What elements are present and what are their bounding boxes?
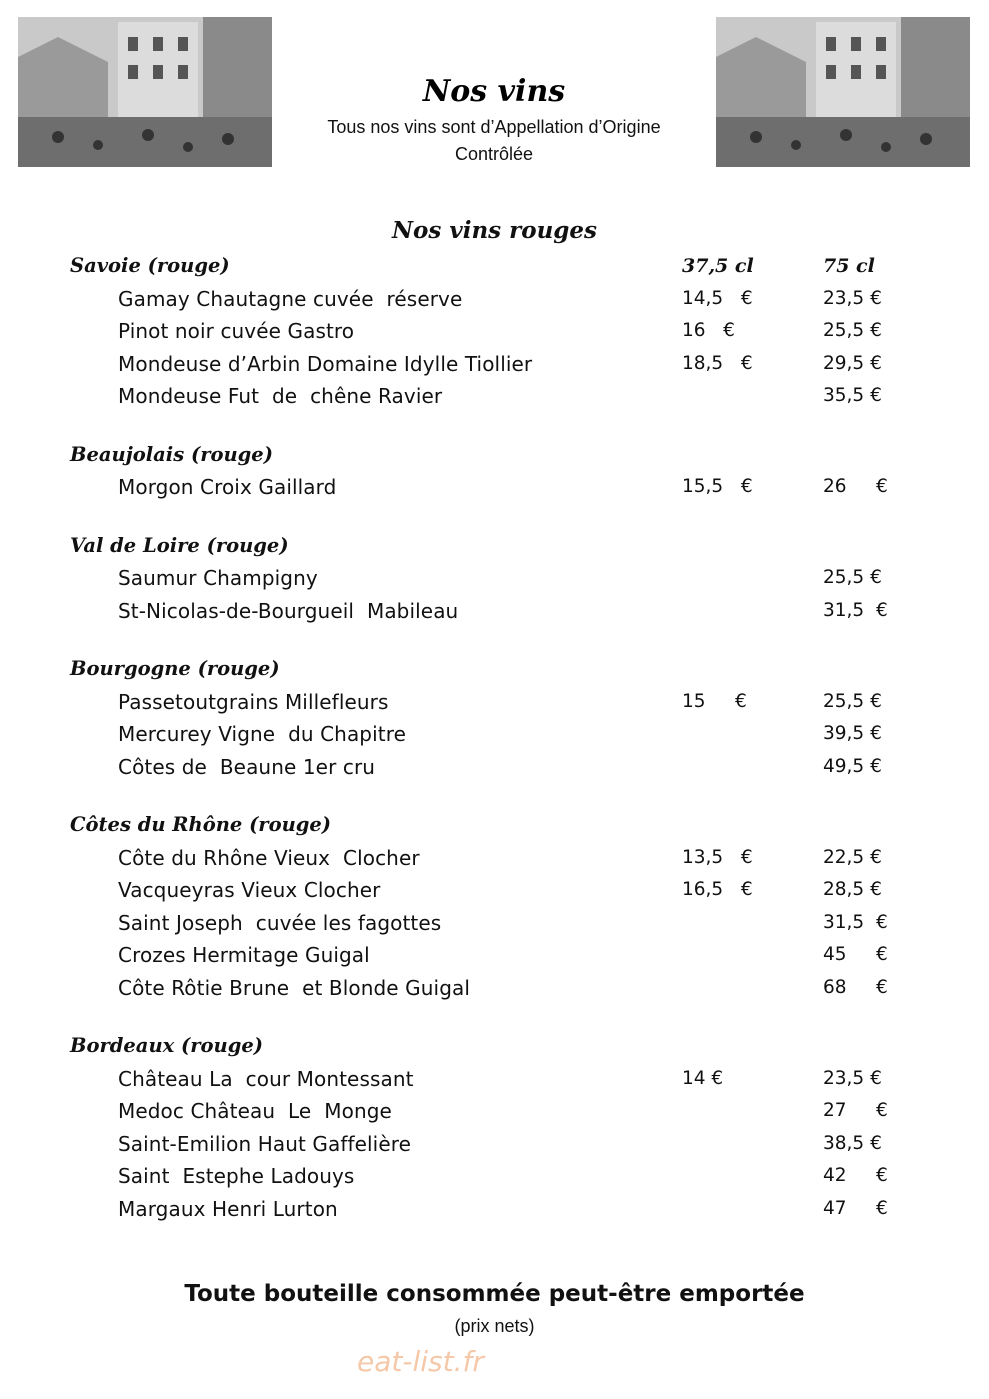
subtitle-line-2: Contrôlée bbox=[454, 144, 534, 164]
category-name: Beaujolais (rouge) bbox=[70, 442, 273, 466]
wine-row bbox=[70, 751, 930, 784]
wine-name: Saint Joseph cuvée les fagottes bbox=[118, 910, 442, 935]
wine-name: Saumur Champigny bbox=[118, 566, 318, 590]
price-half-bottle: 13,5 € bbox=[682, 846, 753, 868]
price-full-bottle: 42 € bbox=[823, 1165, 888, 1186]
wine-row bbox=[70, 907, 930, 940]
wine-row bbox=[70, 562, 930, 595]
subtitle-line-1: Tous nos vins sont d’Appellation d’Origine bbox=[327, 117, 661, 137]
price-full-bottle: 38,5 € bbox=[823, 1132, 882, 1154]
column-header-half-bottle: 37,5 cl bbox=[682, 255, 754, 277]
category-header bbox=[70, 439, 930, 472]
wine-name: Vacqueyras Vieux Clocher bbox=[118, 878, 381, 902]
price-full-bottle: 31,5 € bbox=[823, 599, 888, 621]
price-half-bottle: 18,5 € bbox=[682, 352, 753, 374]
wine-row bbox=[70, 283, 930, 316]
wine-row bbox=[70, 874, 930, 907]
price-half-bottle: 15 € bbox=[682, 690, 747, 712]
wine-row bbox=[70, 471, 930, 504]
wine-row bbox=[70, 972, 930, 1005]
footer-title: Toute bouteille consommée peut-être emportée bbox=[184, 1281, 805, 1307]
price-full-bottle: 22,5 € bbox=[823, 846, 882, 868]
category-gap bbox=[70, 413, 930, 439]
category-name: Bourgogne (rouge) bbox=[70, 657, 280, 680]
category-header bbox=[70, 653, 930, 686]
price-full-bottle: 25,5 € bbox=[823, 567, 882, 588]
wine-row bbox=[70, 939, 930, 972]
wine-row bbox=[70, 595, 930, 628]
wine-name: Saint-Emilion Haut Gaffelière bbox=[118, 1131, 412, 1156]
category-name: Bordeaux (rouge) bbox=[70, 1034, 263, 1057]
price-full-bottle: 23,5 € bbox=[823, 287, 882, 309]
page-header bbox=[272, 72, 716, 168]
watermark: eat-list.fr bbox=[357, 1345, 484, 1378]
wine-row bbox=[70, 315, 930, 348]
price-half-bottle: 14,5 € bbox=[682, 287, 753, 309]
category-gap bbox=[70, 783, 930, 809]
category-gap bbox=[70, 1004, 930, 1030]
wine-row bbox=[70, 380, 930, 413]
price-full-bottle: 68 € bbox=[823, 976, 888, 998]
price-full-bottle: 39,5 € bbox=[823, 723, 882, 744]
wine-name: Mondeuse d’Arbin Domaine Idylle Tiollier bbox=[118, 351, 533, 376]
wine-name: Margaux Henri Lurton bbox=[118, 1196, 338, 1221]
wine-row bbox=[70, 718, 930, 751]
category-gap bbox=[70, 627, 930, 653]
section-title: Nos vins rouges bbox=[392, 217, 597, 244]
category-header bbox=[70, 250, 930, 283]
wine-row bbox=[70, 842, 930, 875]
price-half-bottle: 16 € bbox=[682, 320, 735, 341]
category-name: Côtes du Rhône (rouge) bbox=[70, 813, 332, 836]
wine-row bbox=[70, 1160, 930, 1193]
wine-name: Côte Rôtie Brune et Blonde Guigal bbox=[118, 975, 471, 1000]
wine-name: Mondeuse Fut de chêne Ravier bbox=[118, 384, 443, 408]
price-half-bottle: 15,5 € bbox=[682, 476, 753, 497]
wine-row bbox=[70, 686, 930, 719]
wine-list bbox=[70, 250, 930, 1225]
wine-row bbox=[70, 1095, 930, 1128]
price-full-bottle: 25,5 € bbox=[823, 320, 882, 341]
column-header-full-bottle: 75 cl bbox=[823, 255, 875, 277]
vintage-village-photo-right bbox=[716, 17, 970, 167]
price-half-bottle: 14 € bbox=[682, 1067, 724, 1089]
wine-name: Passetoutgrains Millefleurs bbox=[118, 689, 389, 714]
wine-row bbox=[70, 1193, 930, 1226]
wine-name: Saint Estephe Ladouys bbox=[118, 1164, 355, 1188]
category-header bbox=[70, 530, 930, 563]
wine-name: Morgon Croix Gaillard bbox=[118, 475, 337, 499]
wine-name: St-Nicolas-de-Bourgueil Mabileau bbox=[118, 598, 459, 623]
wine-name: Gamay Chautagne cuvée réserve bbox=[118, 286, 463, 311]
wine-name: Crozes Hermitage Guigal bbox=[118, 943, 370, 967]
wine-row bbox=[70, 348, 930, 381]
price-full-bottle: 25,5 € bbox=[823, 690, 882, 712]
price-full-bottle: 28,5 € bbox=[823, 879, 882, 900]
category-gap bbox=[70, 504, 930, 530]
price-full-bottle: 35,5 € bbox=[823, 385, 882, 406]
price-full-bottle: 47 € bbox=[823, 1197, 888, 1219]
footer-note: (prix nets) bbox=[454, 1316, 535, 1336]
category-header bbox=[70, 809, 930, 842]
price-full-bottle: 26 € bbox=[823, 476, 888, 497]
price-full-bottle: 49,5 € bbox=[823, 755, 882, 777]
category-name: Savoie (rouge) bbox=[70, 254, 230, 277]
page-title: Nos vins bbox=[422, 74, 566, 109]
wine-name: Medoc Château Le Monge bbox=[118, 1099, 392, 1123]
price-full-bottle: 31,5 € bbox=[823, 911, 888, 933]
category-header bbox=[70, 1030, 930, 1063]
price-full-bottle: 23,5 € bbox=[823, 1067, 882, 1089]
vintage-village-photo-left bbox=[18, 17, 272, 167]
price-half-bottle: 16,5 € bbox=[682, 879, 753, 900]
wine-name: Mercurey Vigne du Chapitre bbox=[118, 722, 406, 746]
wine-name: Pinot noir cuvée Gastro bbox=[118, 319, 355, 343]
category-name: Val de Loire (rouge) bbox=[70, 533, 289, 557]
price-full-bottle: 27 € bbox=[823, 1100, 888, 1121]
wine-name: Côte du Rhône Vieux Clocher bbox=[118, 845, 420, 870]
wine-row bbox=[70, 1063, 930, 1096]
wine-name: Château La cour Montessant bbox=[118, 1066, 414, 1091]
wine-name: Côtes de Beaune 1er cru bbox=[118, 754, 376, 779]
price-full-bottle: 45 € bbox=[823, 944, 888, 965]
price-full-bottle: 29,5 € bbox=[823, 352, 882, 374]
wine-row bbox=[70, 1128, 930, 1161]
